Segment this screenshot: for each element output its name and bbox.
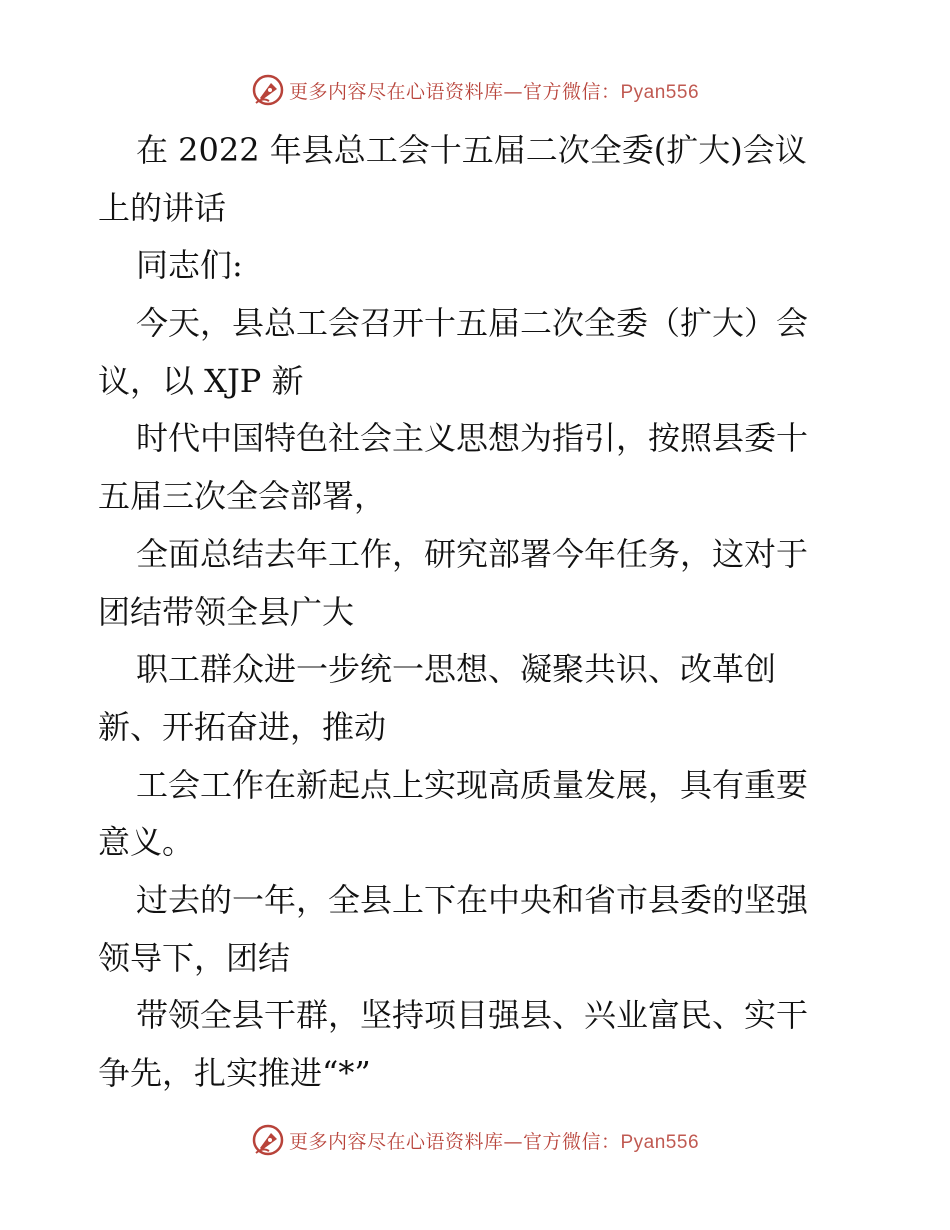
paragraph-line: 新、开拓奋进，推动 — [98, 707, 387, 746]
footer-watermark — [0, 1120, 950, 1160]
paragraph-line: 过去的一年，全县上下在中央和省市县委的坚强 — [136, 880, 809, 919]
salutation: 同志们: — [136, 246, 243, 285]
paragraph-line: 意义。 — [98, 823, 195, 862]
watermark-text: 更多内容尽在心语资料库—官方微信： — [288, 1130, 621, 1153]
paragraph-line: 工会工作在新起点上实现高质量发展，具有重要 — [136, 765, 809, 804]
watermark-account: Pyan556 — [620, 81, 700, 103]
pen-nib-logo-icon — [251, 1123, 285, 1157]
title-line-2: 上的讲话 — [98, 188, 227, 227]
paragraph-line: 时代中国特色社会主义思想为指引，按照县委十 — [136, 419, 809, 458]
header-watermark — [0, 70, 950, 110]
document-body — [98, 122, 858, 1103]
watermark-account: Pyan556 — [620, 1131, 700, 1153]
paragraph-line: 争先，扎实推进“*” — [98, 1054, 371, 1092]
paragraph-line: 今天，县总工会召开十五届二次全委（扩大）会 — [136, 304, 809, 343]
title-line-1: 在 2022 年县总工会十五届二次全委(扩大)会议 — [136, 131, 807, 169]
paragraph-line: 职工群众进一步统一思想、凝聚共识、改革创 — [136, 650, 777, 689]
paragraph-line: 全面总结去年工作，研究部署今年任务，这对于 — [136, 534, 809, 573]
paragraph-line: 五届三次全会部署， — [98, 477, 387, 516]
watermark-text: 更多内容尽在心语资料库—官方微信： — [288, 80, 621, 103]
paragraph-line: 领导下，团结 — [98, 938, 291, 977]
paragraph-line: 带领全县干群，坚持项目强县、兴业富民、实干 — [136, 996, 809, 1035]
pen-nib-logo-icon — [251, 73, 285, 107]
paragraph-line: 团结带领全县广大 — [98, 592, 355, 631]
paragraph-line: 议，以 XJP 新 — [98, 361, 304, 400]
